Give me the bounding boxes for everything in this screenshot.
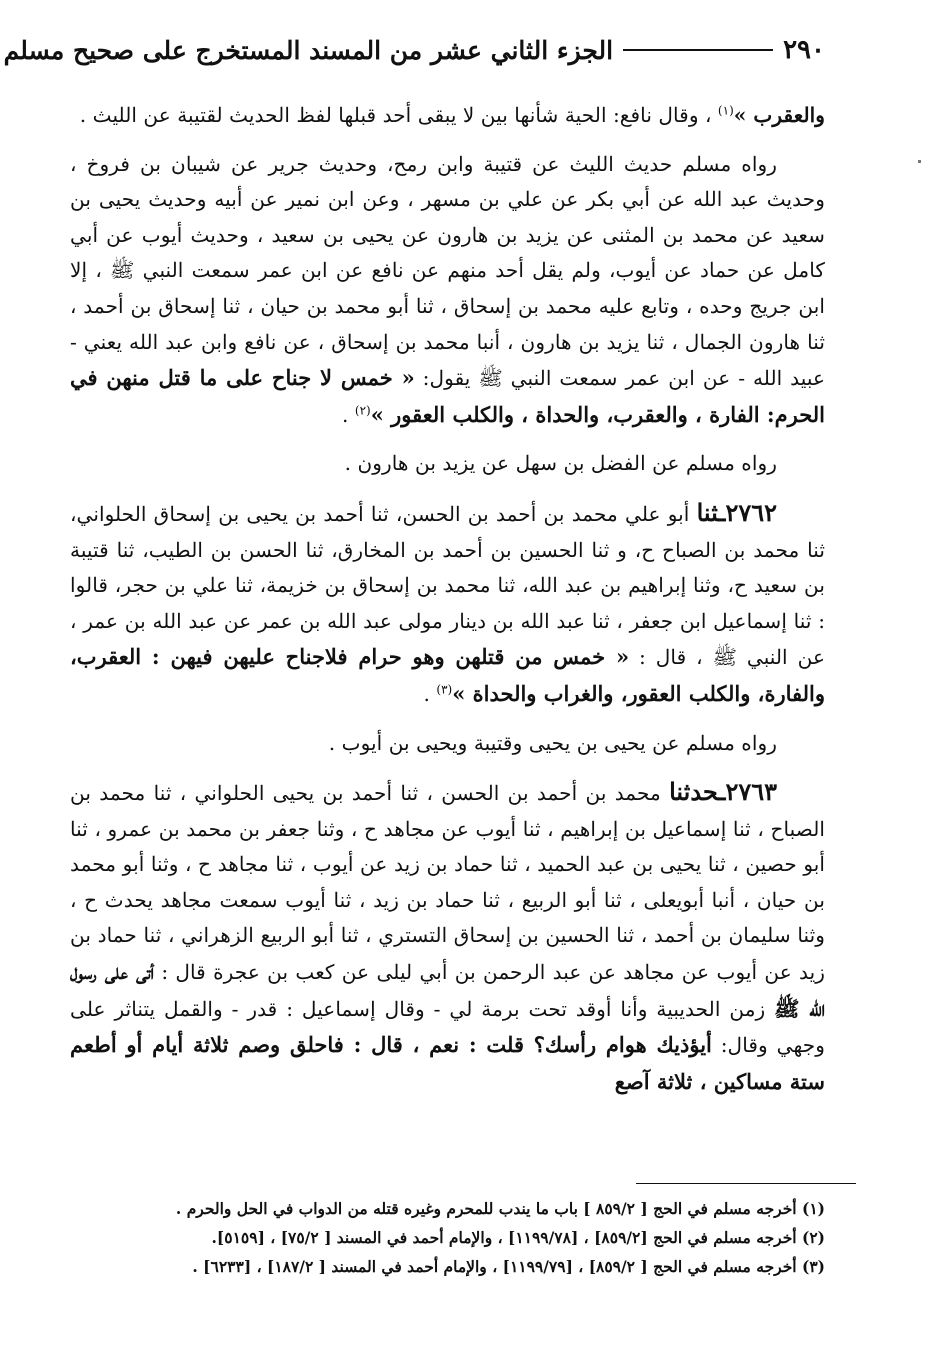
paragraph-riwayah <box>70 726 825 762</box>
paragraph-text: رواه مسلم عن الفضل بن سهل عن يزيد بن هارون . <box>344 451 777 476</box>
paragraph-riwayah <box>70 446 825 482</box>
paragraph-end: . <box>423 681 437 706</box>
matn-fragment: والعقرب » <box>733 103 825 127</box>
footnotes <box>72 1194 825 1281</box>
hadith-matn: « خمس من قتلهن وهو حرام فلاجناح عليهن فيهن : العقرب، والفارة، والكلب العقور، والغراب والحداة » <box>70 644 825 706</box>
paragraph-takhrij <box>70 147 825 434</box>
footnote-ref: (٢) <box>354 403 371 418</box>
running-header <box>3 22 825 78</box>
paragraph-text: ، وقال نافع: الحية شأنها بين لا يبقى أحد قبلها لفظ الحديث لقتيبة عن الليث . <box>79 103 718 127</box>
tahdith-word: حدثنا <box>669 777 719 807</box>
paragraph-text: رواه مسلم عن يحيى بن يحيى وقتيبة ويحيى بن أيوب . <box>328 730 777 755</box>
scan-speck <box>918 160 921 163</box>
main-text <box>70 98 825 1100</box>
paragraph-continuation <box>70 98 825 134</box>
footnote-separator <box>636 1183 856 1184</box>
header-rule <box>623 49 773 51</box>
hadith-matn: « خمس لا جناح على ما قتل منهن في الحرم: الفارة ، والعقرب، والحداة ، والكلب العقور » <box>70 365 825 427</box>
hadith-matn: أيؤذيك هوام رأسك؟ قلت : نعم ، قال : فاحلق وصم ثلاثة أيام أو أطعم ستة مساكين ، ثلاثة آصع <box>70 1032 825 1094</box>
isnad-text: محمد بن أحمد بن الحسن ، ثنا أحمد بن يحيى الحلواني ، ثنا محمد بن الصباح ، ثنا إسماعيل بن إبراهيم ، ثنا أيوب عن مجاهد ح ، وثنا جعفر بن محمد بن عمرو ، ثنا أبو حصين ، ثنا يحيى بن عبد الحميد ، ثنا حماد بن زيد عن أيوب ، ثنا مجاهد ح ، وثنا أبو محمد بن حيان ، أنبا أبويعلى ، ثنا أبو الربيع ، ثنا حماد بن زيد ، ثنا أيوب سمعت مجاهد يحدث ح ، وثنا سليمان بن أحمد ، ثنا الحسين بن إسحاق التستري ، ثنا أبو الربيع الزهراني ، ثنا حماد بن زيد عن أيوب عن مجاهد عن عبد الرحمن بن أبي ليلى عن كعب بن عجرة قال : <box>70 781 826 985</box>
hadith-number: ٢٧٦٣ـ <box>718 777 777 807</box>
footnote-2: (٢) أخرجه مسلم في الحج [٨٥٩/٢] ، [١١٩٩/٧٨] ، والإمام أحمد في المسند [ ٧٥/٢] ، [٥١٥٩]. <box>211 1228 825 1247</box>
paragraph-text: رواه مسلم حديث الليث عن قتيبة وابن رمح، وحديث جرير عن شيبان بن فروخ ، وحديث عبد الله عن أبي بكر عن علي بن مسهر ، وعن ابن نمير عن أبيه وحديث يحيى بن سعيد عن محمد بن المثنى عن يزيد بن هارون عن يحيى بن سعيد ، وحديث أيوب عن أبي كامل عن حماد عن أيوب، ولم يقل أحد منهم عن نافع عن ابن عمر سمعت النبي ﷺ ، إلا ابن جريج وحده ، وتابع عليه محمد بن إسحاق ، ثنا أبو محمد بن حيان ، ثنا إسحاق بن أحمد ، ثنا هارون الجمال ، ثنا يزيد بن هارون ، أنبا محمد بن إسحاق ، عن نافع وابن عبد الله يعني - عبيد الله - عن ابن عمر سمعت النبي ﷺ يقول: <box>70 151 825 391</box>
hadith-2762 <box>70 495 825 713</box>
footnote-ref: (١) <box>717 103 734 118</box>
hadith-matn: أتى على رسول الله ﷺ <box>70 959 825 1021</box>
footnote-1: (١) أخرجه مسلم في الحج [ ٨٥٩/٢ ] باب ما يندب للمحرم وغيره قتله من الدواب في الحل والحرم . <box>175 1199 825 1218</box>
tahdith-word: ثنا <box>696 497 719 527</box>
hadith-number: ٢٧٦٢ـ <box>718 497 777 527</box>
isnad-text: زمن الحديبية وأنا أوقد تحت برمة لي - وقال إسماعيل : قدر - والقمل يتناثر على وجهي وقال: <box>70 996 825 1058</box>
footnote-ref: (٣) <box>436 682 453 697</box>
paragraph-end: . <box>342 402 355 427</box>
isnad-text: أبو علي محمد بن أحمد بن الحسن، ثنا أحمد بن يحيى بن إسحاق الحلواني، ثنا محمد بن الصباح ح، و ثنا الحسين بن أحمد بن المخارق، ثنا الحسن بن الطيب، ثنا قتيبة بن سعيد ح، وثنا إبراهيم بن عبد الله، ثنا محمد بن إسحاق بن خزيمة، ثنا علي بن حجر، قالوا : ثنا إسماعيل ابن جعفر ، ثنا عبد الله بن دينار مولى عبد الله بن عمر عن عبد الله بن عمر ، عن النبي ﷺ ، قال : <box>70 501 825 670</box>
page-number: ٢٩٠ <box>783 35 825 65</box>
footnote-3: (٣) أخرجه مسلم في الحج [ ٨٥٩/٢] ، [١١٩٩/٧٩] ، والإمام أحمد في المسند [ ١٨٧/٢] ، [٦٢٣٣] . <box>192 1257 825 1276</box>
running-title: الجزء الثاني عشر من المسند المستخرج على صحيح مسلم <box>3 35 614 65</box>
hadith-2763 <box>70 774 825 1100</box>
